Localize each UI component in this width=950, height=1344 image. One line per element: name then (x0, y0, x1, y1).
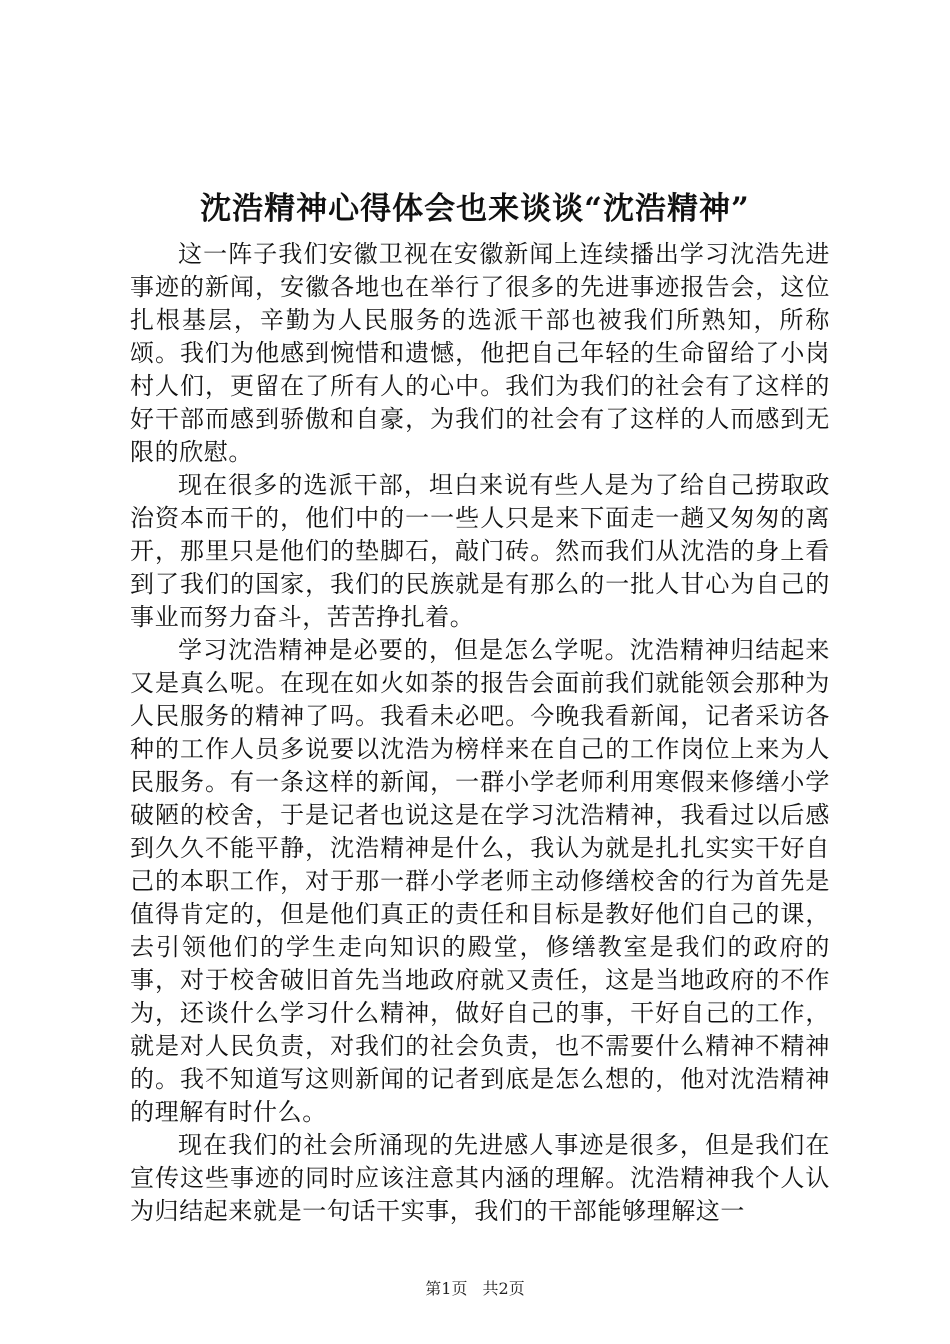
page-number-current: 第1页 (425, 1279, 468, 1298)
page-footer (0, 1279, 950, 1299)
page-number-total: 共2页 (482, 1279, 525, 1298)
paragraph: 现在很多的选派干部，坦白来说有些人是为了给自己捞取政治资本而干的，他们中的一一些人只是来下面走一趟又匆匆的离开，那里只是他们的垫脚石，敲门砖。然而我们从沈浩的身上看到了我们的国家，我们的民族就是有那么的一批人甘心为自己的事业而努力奋斗，苦苦挣扎着。 (130, 471, 830, 631)
paragraph: 学习沈浩精神是必要的，但是怎么学呢。沈浩精神归结起来又是真么呢。在现在如火如荼的报告会面前我们就能领会那种为人民服务的精神了吗。我看未必吧。今晚我看新闻，记者采访各种的工作人员多说要以沈浩为榜样来在自己的工作岗位上来为人民服务。有一条这样的新闻，一群小学老师利用寒假来修缮小学破陋的校舍，于是记者也说这是在学习沈浩精神，我看过以后感到久久不能平静，沈浩精神是什么，我认为就是扎扎实实干好自己的本职工作，对于那一群小学老师主动修缮校舍的行为首先是值得肯定的，但是他们真正的责任和目标是教好他们自己的课，去引领他们的学生走向知识的殿堂，修缮教室是我们的政府的事，对于校舍破旧首先当地政府就又责任，这是当地政府的不作为，还谈什么学习什么精神，做好自己的事，干好自己的工作，就是对人民负责，对我们的社会负责，也不需要什么精神不精神的。我不知道写这则新闻的记者到底是怎么想的，他对沈浩精神的理解有时什么。 (130, 636, 830, 1126)
paragraph: 现在我们的社会所涌现的先进感人事迹是很多，但是我们在宣传这些事迹的同时应该注意其内涵的理解。沈浩精神我个人认为归结起来就是一句话干实事，我们的干部能够理解这一 (130, 1131, 830, 1225)
paragraph: 这一阵子我们安徽卫视在安徽新闻上连续播出学习沈浩先进事迹的新闻，安徽各地也在举行了很多的先进事迹报告会，这位扎根基层，辛勤为人民服务的选派干部也被我们所熟知，所称颂。我们为他感到惋惜和遗憾，他把自己年轻的生命留给了小岗村人们，更留在了所有人的心中。我们为我们的社会有了这样的好干部而感到骄傲和自豪，为我们的社会有了这样的人而感到无限的欣慰。 (130, 240, 830, 466)
document-title: 沈浩精神心得体会也来谈谈“沈浩精神” (200, 191, 750, 227)
document-body (130, 238, 830, 1228)
